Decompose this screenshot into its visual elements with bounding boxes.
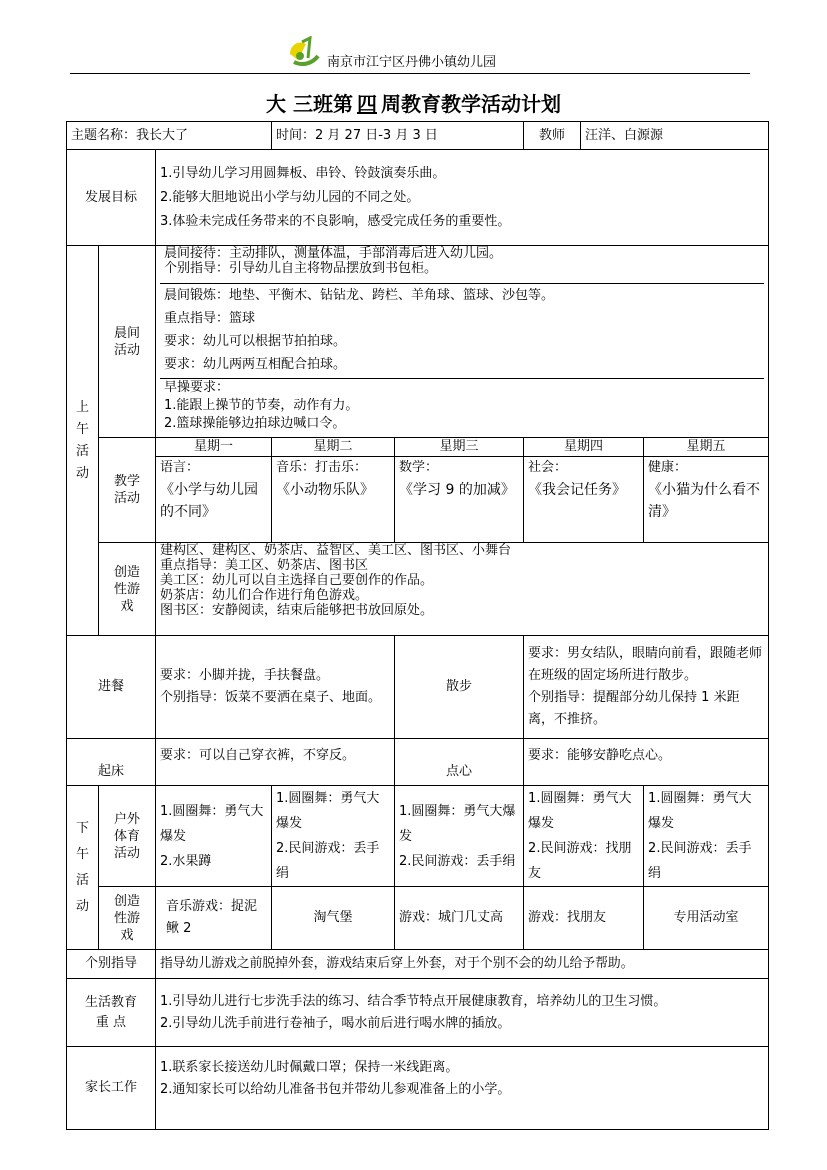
meal-row <box>67 636 769 739</box>
life-item: 2.引导幼儿洗手前进行卷袖子，喝水前后进行喝水牌的插放。 <box>160 1015 511 1031</box>
teaching-wed <box>395 457 524 543</box>
meal-content <box>156 636 395 739</box>
school-name: 南京市江宁区丹佛小镇幼儿园 <box>327 55 497 70</box>
outdoor-activity: 1.圆圈舞：勇气大爆发 <box>528 791 632 831</box>
afternoon-creative-wed: 游戏：城门几丈高 <box>395 887 524 950</box>
time-cell: 时间：2 月 27 日-3 月 3 日 <box>272 122 524 150</box>
outdoor-activity: 1.圆圈舞：勇气大爆发 <box>648 791 752 831</box>
outdoor-activity: 2.民间游戏：丢手绢 <box>648 841 752 881</box>
parents-item: 1.联系家长接送幼儿时佩戴口罩；保持一米线距离。 <box>160 1060 459 1075</box>
weekday-header-row <box>67 438 769 457</box>
activity-plan-table <box>66 121 769 1130</box>
meal-guidance: 个别指导：饭菜不要洒在桌子、地面。 <box>160 690 382 705</box>
school-logo-icon <box>288 36 322 70</box>
teaching-content: 《小猫为什么看不清》 <box>648 482 761 520</box>
teaching-content: 《学习 9 的加减》 <box>399 482 515 498</box>
weekday-tue: 星期二 <box>272 438 395 457</box>
afternoon-creative-thu: 游戏：找朋友 <box>524 887 644 950</box>
walk-guidance: 个别指导：提醒部分幼儿保持 1 米距离，不推挤。 <box>528 690 740 727</box>
outdoor-activity: 2.民间游戏：丢手绢 <box>399 853 516 869</box>
morning-activity-label: 晨间活动 <box>99 246 156 438</box>
exercise-requirement: 要求：幼儿可以根据节拍拍球。 <box>164 334 347 349</box>
drill-line: 早操要求： <box>164 380 230 395</box>
snack-content: 要求：能够安静吃点心。 <box>524 739 769 786</box>
goals-content <box>156 150 769 246</box>
wake-row <box>67 739 769 786</box>
teaching-content: 《我会记任务》 <box>528 482 627 498</box>
outdoor-fri <box>644 786 769 887</box>
parents-content <box>156 1047 769 1130</box>
walk-requirement: 要求：男女结队，眼睛向前看，跟随老师在班级的固定场所进行散步。 <box>528 646 763 683</box>
exercise-focus: 重点指导：篮球 <box>164 311 256 326</box>
title-class: 大 三 <box>266 92 313 116</box>
teaching-thu <box>524 457 644 543</box>
parents-label: 家长工作 <box>67 1047 156 1130</box>
reception-line: 晨间接待：主动排队，测量体温，手部消毒后进入幼儿园。 <box>164 246 503 261</box>
goals-label: 发展目标 <box>67 150 156 246</box>
outdoor-activity: 2.民间游戏：找朋友 <box>528 841 632 881</box>
creative-game-row <box>67 543 769 636</box>
theme-cell: 主题名称：我长大了 <box>67 122 272 150</box>
outdoor-activity: 2.水果蹲 <box>160 853 212 869</box>
wake-label: 起床 <box>67 739 156 786</box>
morning-activity-row <box>67 246 769 438</box>
drill-line: 2.篮球操能够边拍球边喊口令。 <box>164 416 346 431</box>
teaching-fri <box>644 457 769 543</box>
creative-focus: 重点指导：美工区、奶茶店、图书区 <box>160 558 369 573</box>
goal-item: 2.能够大胆地说出小学与幼儿园的不同之处。 <box>160 189 420 205</box>
title-suffix: 周教育教学活动计划 <box>380 92 561 116</box>
morning-reception <box>160 246 764 284</box>
teacher-names: 汪洋、白源源 <box>581 122 769 150</box>
teaching-subject: 社会： <box>528 460 568 475</box>
afternoon-creative-tue: 淘气堡 <box>272 887 395 950</box>
title-class-word: 班第 <box>312 92 353 116</box>
creative-game-content <box>156 543 769 636</box>
individual-row <box>67 950 769 979</box>
page-header <box>70 34 750 76</box>
teaching-label: 教学活动 <box>99 438 156 543</box>
parents-item: 2.通知家长可以给幼儿准备书包并带幼儿参观准备上的小学。 <box>160 1082 511 1097</box>
teaching-subject: 数学： <box>399 460 439 475</box>
life-item: 1.引导幼儿进行七步洗手法的练习、结合季节特点开展健康教育，培养幼儿的卫生习惯。 <box>160 993 667 1009</box>
teaching-mon <box>156 457 272 543</box>
outdoor-activity: 1.圆圈舞：勇气大爆发 <box>399 803 516 844</box>
wake-content: 要求：可以自己穿衣裤，不穿反。 <box>156 739 395 786</box>
teacher-label: 教师 <box>524 122 581 150</box>
goal-item: 1.引导幼儿学习用圆舞板、串铃、铃鼓演奏乐曲。 <box>160 165 446 181</box>
snack-label: 点心 <box>395 739 524 786</box>
weekday-fri: 星期五 <box>644 438 769 457</box>
weekday-thu: 星期四 <box>524 438 644 457</box>
morning-exercise <box>160 284 764 379</box>
morning-drill <box>160 379 764 437</box>
individual-content: 指导幼儿游戏之前脱掉外套，游戏结束后穿上外套，对于个别不会的幼儿给予帮助。 <box>156 950 769 979</box>
teaching-subject: 音乐：打击乐： <box>276 460 368 475</box>
teaching-subject: 语言： <box>160 460 200 475</box>
teaching-tue <box>272 457 395 543</box>
exercise-requirement: 要求：幼儿两两互相配合拍球。 <box>164 357 347 372</box>
life-label: 生活教育重 点 <box>67 979 156 1047</box>
meal-label: 进餐 <box>67 636 156 739</box>
outdoor-row <box>67 786 769 887</box>
life-content <box>156 979 769 1047</box>
outdoor-mon <box>156 786 272 887</box>
afternoon-creative-row <box>67 887 769 950</box>
outdoor-wed <box>395 786 524 887</box>
walk-label: 散步 <box>395 636 524 739</box>
creative-line: 奶茶店：幼儿们合作进行角色游戏。 <box>160 588 369 603</box>
creative-game-label: 创造性游戏 <box>99 543 156 636</box>
afternoon-creative-fri: 专用活动室 <box>644 887 769 950</box>
exercise-line: 晨间锻炼：地垫、平衡木、钻钻龙、跨栏、羊角球、篮球、沙包等。 <box>164 288 555 303</box>
drill-line: 1.能跟上操节的节奏，动作有力。 <box>164 398 359 413</box>
creative-line: 美工区：幼儿可以自主选择自己要创作的作品。 <box>160 573 434 588</box>
creative-line: 建构区、建构区、奶茶店、益智区、美工区、图书区、小舞台 <box>160 543 512 558</box>
morning-activity-content <box>156 246 769 438</box>
walk-content <box>524 636 769 739</box>
afternoon-section-label: 下午活动 <box>67 786 99 950</box>
outdoor-activity: 2.民间游戏：丢手绢 <box>276 841 380 881</box>
header-divider <box>70 73 750 74</box>
outdoor-tue <box>272 786 395 887</box>
teaching-content: 《小学与幼儿园的不同》 <box>160 482 258 520</box>
weekday-mon: 星期一 <box>156 438 272 457</box>
title-week-number: 四 <box>356 92 377 116</box>
teaching-row <box>67 457 769 543</box>
parents-row <box>67 1047 769 1130</box>
afternoon-creative-label: 创造性游戏 <box>99 887 156 950</box>
outdoor-thu <box>524 786 644 887</box>
teaching-subject: 健康： <box>648 460 688 475</box>
individual-label: 个别指导 <box>67 950 156 979</box>
afternoon-creative-mon: 音乐游戏：捉泥鳅 2 <box>156 887 272 950</box>
teaching-content: 《小动物乐队》 <box>276 482 375 498</box>
weekday-wed: 星期三 <box>395 438 524 457</box>
reception-guidance: 个别指导：引导幼儿自主将物品摆放到书包柜。 <box>164 261 438 276</box>
morning-section-label: 上午活动 <box>67 246 99 636</box>
outdoor-activity: 1.圆圈舞：勇气大爆发 <box>160 803 264 844</box>
goals-row <box>67 150 769 246</box>
page-title <box>0 88 827 117</box>
meal-requirement: 要求：小脚并拢，手扶餐盘。 <box>160 668 330 683</box>
goal-item: 3.体验未完成任务带来的不良影响，感受完成任务的重要性。 <box>160 213 511 229</box>
outdoor-activity: 1.圆圈舞：勇气大爆发 <box>276 791 380 831</box>
life-row <box>67 979 769 1047</box>
theme-row <box>67 122 769 150</box>
outdoor-label: 户外体育活动 <box>99 786 156 887</box>
creative-line: 图书区：安静阅读，结束后能够把书放回原处。 <box>160 603 434 618</box>
